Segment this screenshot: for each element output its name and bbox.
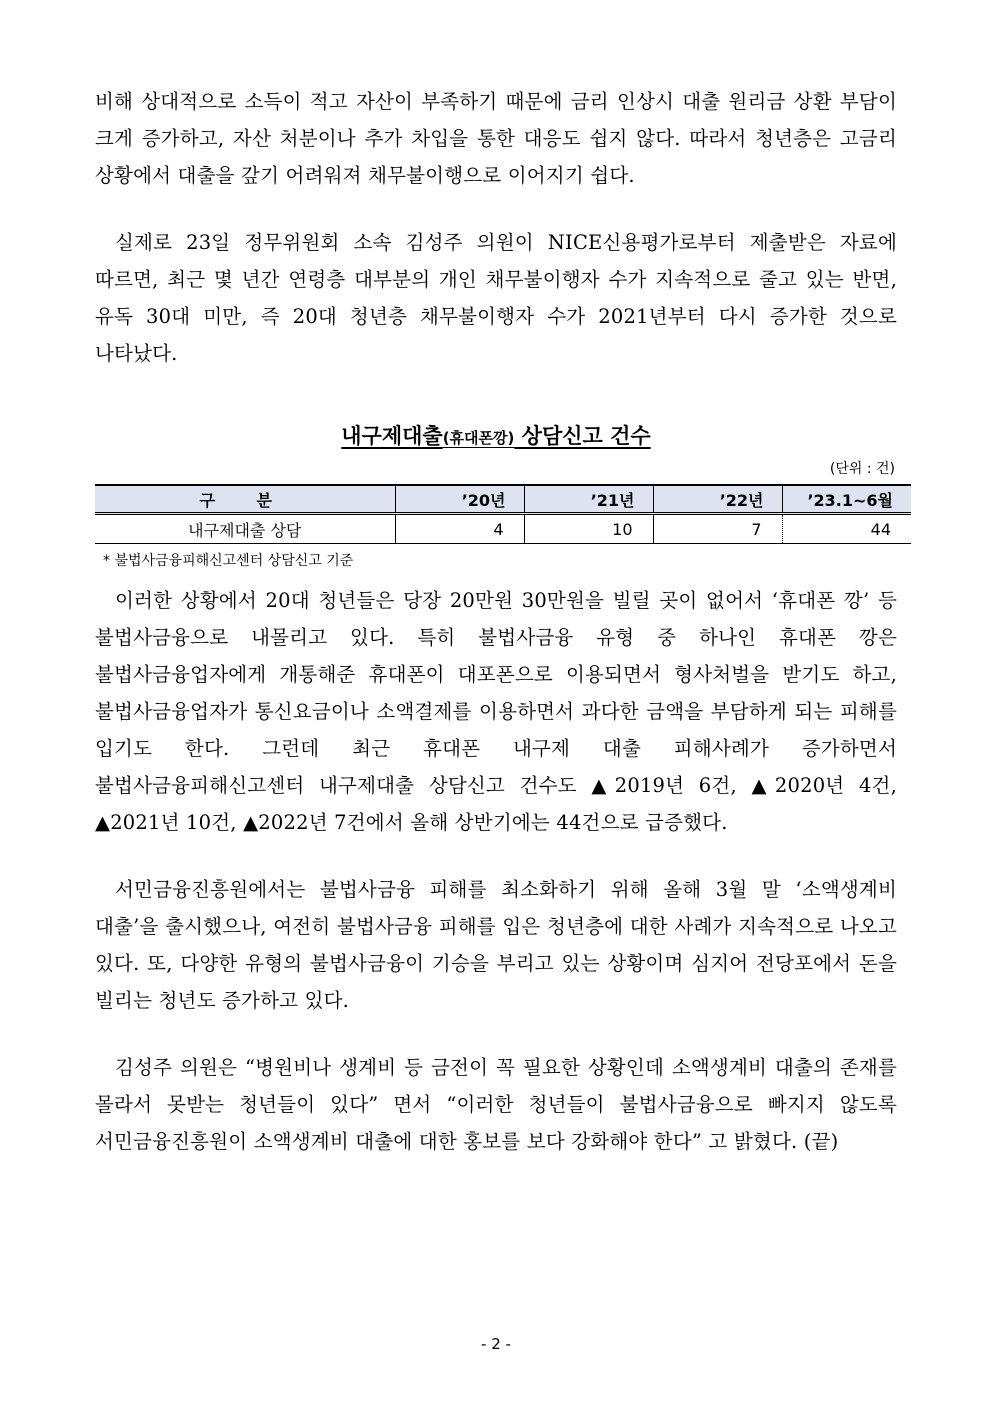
consultation-table — [95, 484, 911, 544]
value-2020: 4 — [395, 514, 524, 544]
paragraph-5: 김성주 의원은 “병원비나 생계비 등 금전이 꼭 필요한 상황인데 소액생계비 대출의 존재를 몰라서 못받는 청년들이 있다” 면서 “이러한 청년들이 불법사금융으로 빠지지 않도록 서민금융진흥원이 소액생계비 대출에 대한 홍보를 보다 강화해야 한다” 고 밝혔다. (끝) — [95, 1056, 897, 1153]
header-label: 구 분 — [95, 485, 395, 514]
paragraph-4: 서민금융진흥원에서는 불법사금융 피해를 최소화하기 위해 올해 3월 말 ‘소액생계비 대출’을 출시했으나, 여전히 불법사금융 피해를 입은 청년층에 대한 사례가 지속적으로 나오고 있다. 또, 다양한 유형의 불법사금융이 기승을 부리고 있는 상황이며 심지어 전당포에서 돈을 빌리는 청년도 증가하고 있다. — [95, 878, 897, 1012]
table-title-paren: (휴대폰깡) — [442, 429, 515, 447]
value-2021: 10 — [524, 514, 653, 544]
consultation-table-section — [95, 420, 897, 570]
table-title — [95, 420, 897, 450]
paragraph-2: 실제로 23일 정무위원회 소속 김성주 의원이 NICE신용평가로부터 제출받은 자료에 따르면, 최근 몇 년간 연령층 대부분의 개인 채무불이행자 수가 지속적으로 줄고 있는 반면, 유독 30대 미만, 즉 20대 청년층 채무불이행자 수가 2021년부터 다시 증가한 것으로 나타났다. — [95, 231, 897, 365]
page-number: - 2 - — [481, 1335, 511, 1353]
table-header-row — [95, 485, 911, 514]
row-label: 내구제대출 상담 — [188, 520, 302, 540]
header-2022: ’22년 — [653, 485, 782, 514]
document-body — [95, 83, 897, 1160]
header-2020: ’20년 — [395, 485, 524, 514]
value-2023: 44 — [782, 514, 911, 544]
header-2023: ’23.1~6월 — [782, 485, 911, 514]
paragraph-3: 이러한 상황에서 20대 청년들은 당장 20만원 30만원을 빌릴 곳이 없어서 ‘휴대폰 깡’ 등 불법사금융으로 내몰리고 있다. 특히 불법사금융 유형 중 하나인 휴대폰 깡은 불법사금융업자에게 개통해준 휴대폰이 대포폰으로 이용되면서 형사처벌을 받기도 하고, 불법사금융업자가 통신요금이나 소액결제를 이용하면서 과다한 금액을 부담하게 되는 피해를 입기도 한다. 그런데 최근 휴대폰 내구제 대출 피해사례가 증가하면서 불법사금융피해신고센터 내구제대출 상담신고 건수도 ▲2019년 6건, ▲2020년 4건, ▲2021년 10건, ▲2022년 7건에서 올해 상반기에는 44건으로 급증했다. — [95, 589, 897, 834]
value-2022: 7 — [653, 514, 782, 544]
table-title-tail: 상담신고 건수 — [514, 424, 651, 448]
table-row — [95, 514, 911, 544]
header-2021: ’21년 — [524, 485, 653, 514]
table-title-main: 내구제대출 — [341, 424, 443, 448]
table-note: * 불법사금융피해신고센터 상담신고 기준 — [103, 553, 354, 569]
paragraph-1: 비해 상대적으로 소득이 적고 자산이 부족하기 때문에 금리 인상시 대출 원리금 상환 부담이 크게 증가하고, 자산 처분이나 추가 차입을 통한 대응도 쉽지 않다. 따라서 청년층은 고금리 상황에서 대출을 갚기 어려워져 채무불이행으로 이어지기 쉽다. — [95, 90, 897, 187]
table-unit: (단위 : 건) — [829, 461, 895, 477]
